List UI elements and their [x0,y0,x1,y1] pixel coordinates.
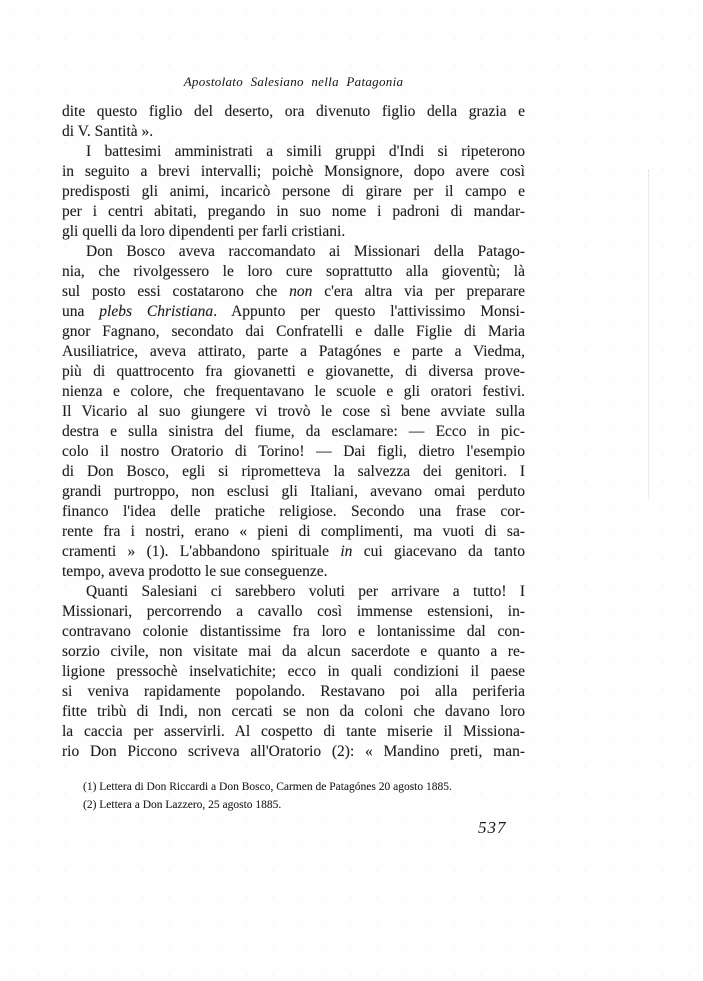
text-line: rente fra i nostri, erano « pieni di complimenti, ma vuoti di sa- [62,523,525,540]
text-line: più di quattrocento fra giovanetti e giovanette, di diversa prove- [62,363,525,380]
text-line: la caccia per asservirli. Al cospetto di tante miserie il Missiona- [62,723,525,740]
text-line: di V. Santità ». [62,123,154,140]
scan-artifact [648,170,649,500]
text-line: gli quelli da loro dipendenti per farli cristiani. [62,223,346,240]
text-line: si veniva rapidamente popolando. Restavano poi alla periferia [62,683,525,700]
text-line: nia, che rivolgessero le loro cure soprattutto alla gioventù; là [62,263,525,280]
text-line: colo il nostro Oratorio di Torino! — Dai figli, dietro l'esempio [62,443,525,460]
text-line: fitte tribù di Indi, non cercati se non da coloni che davano loro [62,703,525,720]
text-line: per i centri abitati, pregando in suo nome i padroni di mandar- [62,203,525,220]
footnote: (1) Lettera di Don Riccardi a Don Bosco, Carmen de Patagónes 20 agosto 1885. [83,781,452,793]
text-line: Quanti Salesiani ci sarebbero voluti per arrivare a tutto! I [86,583,525,600]
body-text [62,102,525,762]
text-line: ligione pressochè inselvatichite; ecco in quali condizioni il paese [62,663,525,680]
text-line: Don Bosco aveva raccomandato ai Missionari della Patago- [86,243,525,260]
text-line: una plebs Christiana. Appunto per questo l'attivissimo Monsi- [62,303,525,320]
text-line: rio Don Piccono scriveva all'Oratorio (2): « Mandino preti, man- [62,743,525,760]
text-line: sul posto essi costatarono che non c'era altra via per preparare [62,283,525,300]
footnote: (2) Lettera a Don Lazzero, 25 agosto 1885. [83,799,282,811]
page-number: 537 [478,818,507,837]
text-line: predisposti gli animi, incaricò persone di girare per il campo e [62,183,525,200]
footnotes [62,778,525,814]
text-line: destra e sulla sinistra del fiume, da esclamare: — Ecco in pic- [62,423,525,440]
text-line: gnor Fagnano, secondato dai Confratelli e dalle Figlie di Maria [62,323,525,340]
text-line: I battesimi amministrati a simili gruppi d'Indi si ripeterono [86,143,525,160]
paragraph [62,142,525,242]
text-line: Il Vicario al suo giungere vi trovò le cose sì bene avviate sulla [62,403,525,420]
text-line: in seguito a brevi intervalli; poichè Monsignore, dopo avere così [62,163,525,180]
paragraph [62,102,525,142]
paragraph [62,582,525,762]
text-line: tempo, aveva prodotto le sue conseguenze. [62,563,328,580]
text-line: di Don Bosco, egli si riprometteva la salvezza dei genitori. I [62,463,525,480]
text-line: cramenti » (1). L'abbandono spirituale in cui giacevano da tanto [62,543,525,560]
text-line: grandi purtroppo, non esclusi gli Italiani, avevano omai perduto [62,483,525,500]
text-line: Ausiliatrice, aveva attirato, parte a Patagónes e parte a Viedma, [62,343,525,360]
running-header: Apostolato Salesiano nella Patagonia [183,74,404,89]
paragraph [62,242,525,582]
text-line: contravano colonie distantissime fra loro e lontanissime dal con- [62,623,525,640]
text-line: nienza e colore, che frequentavano le scuole e gli oratori festivi. [62,383,525,400]
text-line: financo l'idea delle pratiche religiose. Secondo una frase cor- [62,503,525,520]
text-line: sorzio civile, non visitate mai da alcun sacerdote e quanto a re- [62,643,525,660]
text-line: Missionari, percorrendo a cavallo così immense estensioni, in- [62,603,525,620]
text-line: dite questo figlio del deserto, ora divenuto figlio della grazia e [62,103,525,120]
